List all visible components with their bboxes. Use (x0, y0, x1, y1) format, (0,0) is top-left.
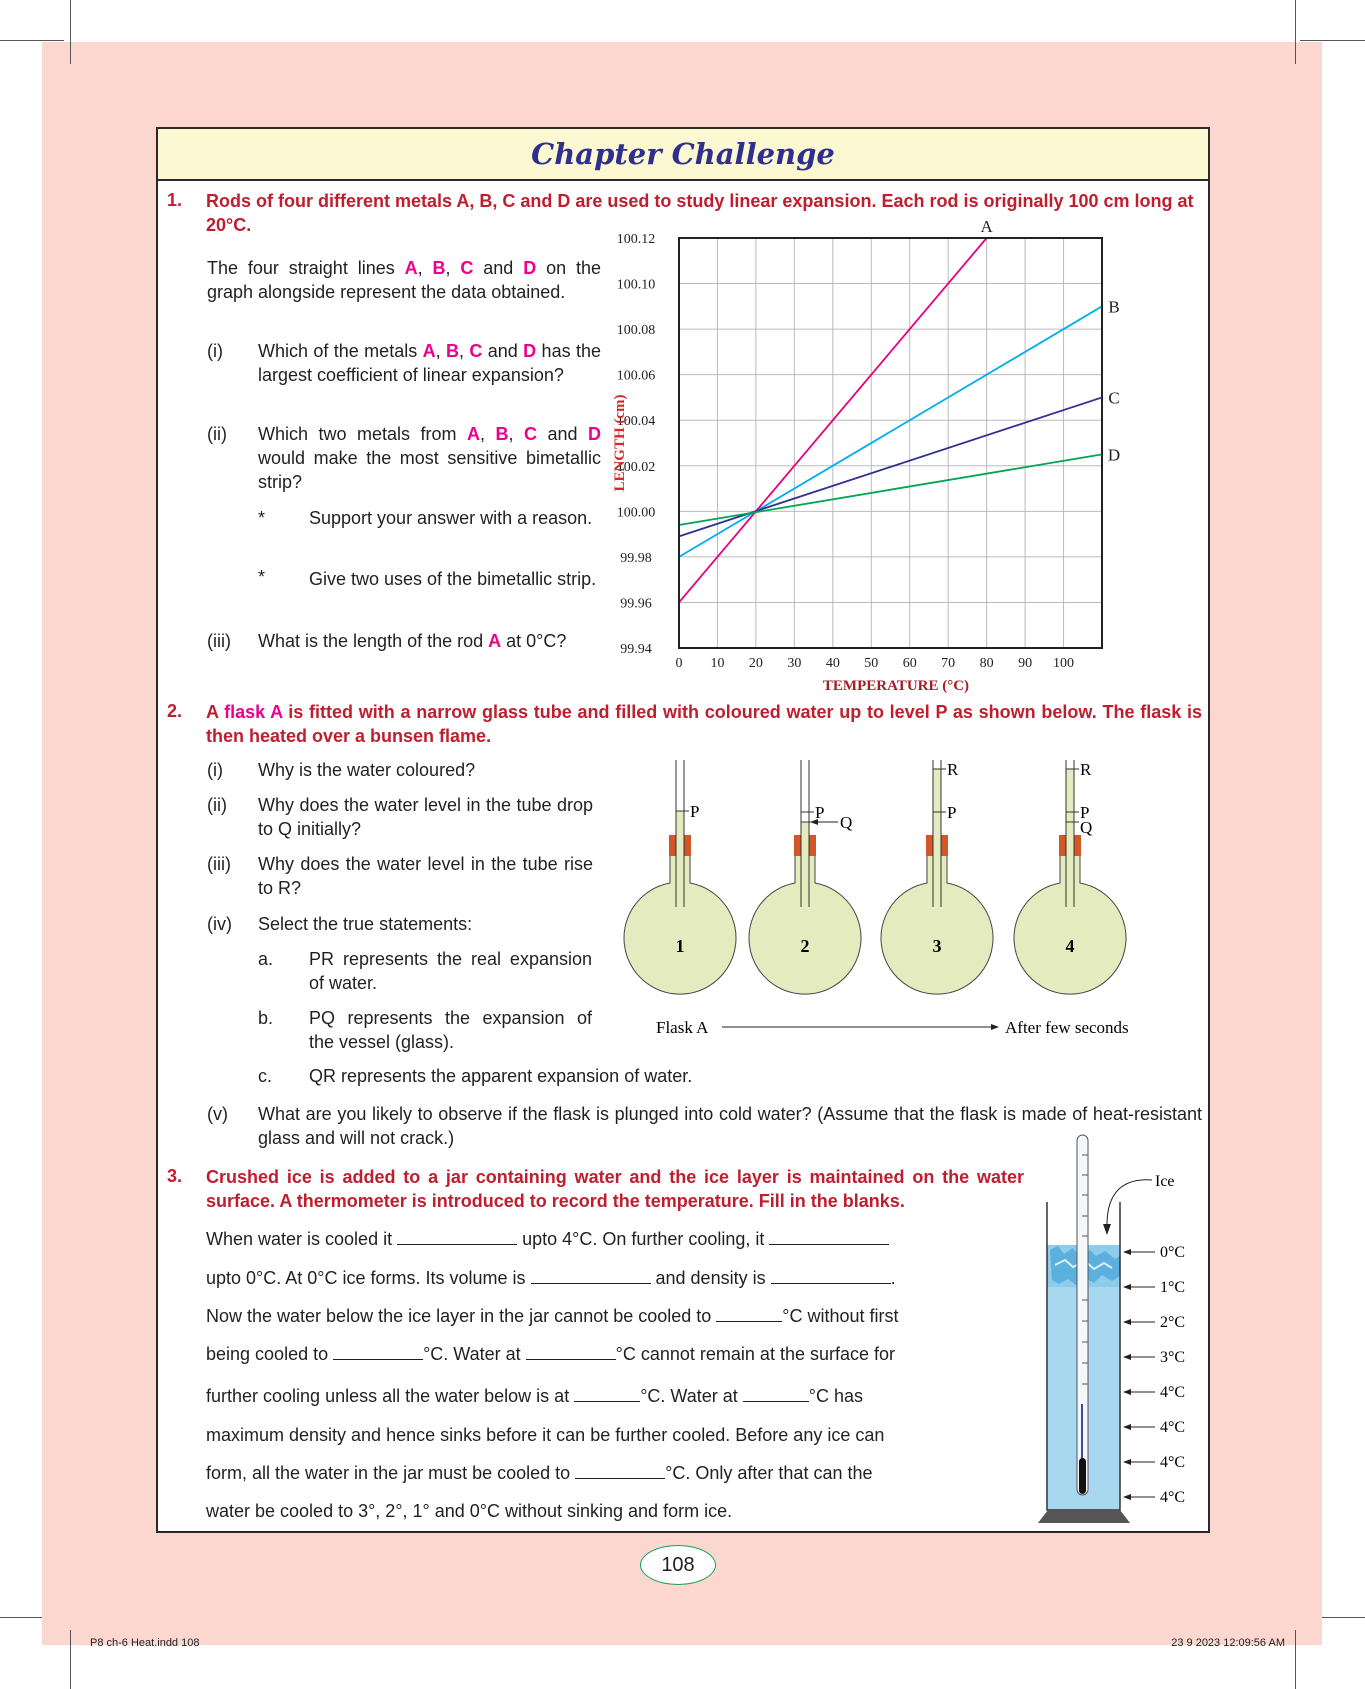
x-tick-label: 100 (1053, 656, 1075, 671)
text-segment: and (536, 424, 588, 444)
series-line-C (679, 397, 1102, 536)
crop-mark (0, 40, 64, 41)
text-segment: and (473, 258, 524, 278)
q2-v-number: (v) (207, 1104, 228, 1124)
y-tick-label: 99.96 (620, 596, 652, 612)
text-segment: , (445, 258, 461, 278)
option-letter: b. (258, 1008, 274, 1028)
text-segment: would make the most sensitive bimetallic strip? (258, 448, 601, 492)
tube-water (801, 822, 809, 840)
crop-mark (1322, 1617, 1365, 1618)
q1-intro (207, 256, 601, 304)
crop-mark (1295, 1630, 1296, 1689)
text-segment: Which of the metals (258, 341, 423, 361)
flask-body (1014, 838, 1126, 994)
temperature-label: 4°C (1160, 1489, 1186, 1506)
highlighted-label: C (469, 341, 483, 361)
text-segment: being cooled to (206, 1344, 334, 1364)
fill-in-blank (769, 1230, 889, 1245)
text-segment: Which two metals from (258, 424, 467, 444)
fill-in-blank (716, 1307, 782, 1322)
series-label: B (1108, 297, 1120, 317)
flask-number: 2 (800, 936, 810, 956)
fill-in-blank (574, 1387, 640, 1402)
y-tick-label: 100.10 (616, 277, 656, 293)
question-number: 3. (167, 1166, 183, 1186)
page-title: Chapter Challenge (531, 137, 835, 171)
text-segment: further cooling unless all the water below is at (206, 1386, 575, 1406)
text-segment: on the graph alongside represent the data obtained. (207, 258, 601, 302)
crop-mark (70, 1630, 71, 1689)
q2-item-text: Why does the water level in the tube rise to R? (258, 854, 593, 898)
q1-ii-number: (ii) (207, 424, 227, 444)
temperature-label: 2°C (1160, 1314, 1186, 1331)
option-letter: c. (258, 1066, 273, 1086)
level-label-R: R (1080, 760, 1092, 779)
q2-item-number: (ii) (207, 795, 227, 815)
y-tick-label: 99.98 (620, 550, 652, 566)
flask-body (624, 838, 736, 994)
x-tick-label: 40 (825, 656, 840, 671)
flask-number: 3 (932, 936, 942, 956)
fill-in-sentence-line (206, 1266, 896, 1290)
fill-in-sentence-line (206, 1384, 863, 1408)
x-tick-label: 80 (979, 656, 994, 671)
text-segment: , (479, 424, 496, 444)
bullet: * (258, 508, 266, 528)
x-tick-label: 70 (941, 656, 956, 671)
q2-item-number: (iii) (207, 854, 231, 874)
jar-base (1038, 1510, 1130, 1523)
q1-i-number: (i) (207, 341, 223, 361)
fill-in-sentence-line (206, 1342, 895, 1366)
crop-mark (70, 0, 71, 64)
crop-mark (0, 1617, 42, 1618)
x-tick-label: 10 (710, 656, 725, 671)
text-segment: form, all the water in the jar must be cooled to (206, 1463, 576, 1483)
fill-in-blank (526, 1345, 616, 1360)
highlighted-label: D (523, 341, 537, 361)
level-label-R: R (947, 760, 959, 779)
y-tick-label: 100.02 (616, 459, 656, 475)
fill-in-sentence-line (206, 1423, 884, 1447)
x-tick-label: 60 (902, 656, 917, 671)
text-segment: at 0°C? (501, 631, 567, 651)
text-segment: upto 0°C. At 0°C ice forms. Its volume is (206, 1268, 531, 1288)
q2-item-text: Why is the water coloured? (258, 760, 476, 780)
level-label-P: P (1080, 803, 1090, 822)
bullet: * (258, 567, 266, 587)
flask-4 (1014, 760, 1126, 994)
temperature-label: 0°C (1160, 1244, 1186, 1261)
y-axis-title: LENGTH (cm) (612, 394, 628, 492)
text-segment: When water is cooled it (206, 1229, 398, 1249)
x-tick-label: 20 (748, 656, 763, 671)
text-segment: , (417, 258, 433, 278)
highlighted-label: C (460, 258, 474, 278)
series-label: C (1108, 388, 1120, 408)
q1-ii-text (258, 422, 601, 494)
highlighted-label: B (445, 341, 459, 361)
highlighted-label: flask A (224, 702, 283, 722)
flask-diagram (620, 750, 1210, 1050)
series-line-B (679, 306, 1102, 557)
highlighted-label: A (404, 258, 418, 278)
series-label: A (980, 217, 993, 236)
flask-number: 1 (675, 936, 685, 956)
y-tick-label: 100.08 (616, 323, 656, 339)
fill-in-sentence-line (206, 1499, 732, 1523)
text-segment: maximum density and hence sinks before it can be further cooled. Before any ice can (206, 1425, 885, 1445)
temperature-label: 4°C (1160, 1384, 1186, 1401)
series-label: D (1107, 445, 1121, 465)
question-number: 2. (167, 701, 183, 721)
title-bar (158, 129, 1208, 181)
text-segment: . (890, 1268, 896, 1288)
highlighted-label: D (588, 424, 601, 444)
q1-heading: Rods of four different metals A, B, C and D are used to study linear expansion. Each rod is originally 100 cm long at 20°C. (206, 191, 1194, 235)
text-segment: is fitted with a narrow glass tube and filled with coloured water up to level P as shown below. The flask is then heated over a bunsen flame. (206, 702, 1202, 746)
series-line-D (679, 454, 1102, 525)
q2-item-text: Why does the water level in the tube drop to Q initially? (258, 795, 593, 839)
text-segment: The four straight lines (207, 258, 405, 278)
text-segment: , (435, 341, 446, 361)
level-label-P: P (947, 803, 957, 822)
text-segment: water be cooled to 3°, 2°, 1° and 0°C without sinking and form ice. (206, 1501, 733, 1521)
highlighted-label: A (488, 631, 502, 651)
fill-in-blank (771, 1269, 891, 1284)
x-tick-label: 30 (787, 656, 802, 671)
y-tick-label: 100.00 (616, 505, 656, 521)
temperature-label: 3°C (1160, 1349, 1186, 1366)
text-segment: upto 4°C. On further cooling, it (517, 1229, 770, 1249)
q2-item-number: (i) (207, 760, 223, 780)
footer-timestamp: 23 9 2023 12:09:56 AM (1171, 1637, 1285, 1649)
tube-water (933, 769, 941, 840)
q1-ii-b: Give two uses of the bimetallic strip. (309, 569, 597, 589)
flask-number: 4 (1065, 936, 1075, 956)
after-few-seconds-label: After few seconds (1005, 1018, 1129, 1037)
expansion-chart (600, 210, 1200, 700)
text-segment: and (482, 341, 524, 361)
y-tick-label: 100.06 (616, 368, 656, 384)
option-text: QR represents the apparent expansion of water. (309, 1066, 693, 1086)
level-label-Q: Q (840, 813, 853, 832)
x-tick-label: 50 (864, 656, 879, 671)
flask-body (881, 838, 993, 994)
ice-jar-diagram (1020, 1120, 1220, 1540)
tube-water (676, 811, 684, 840)
page-number: 108 (640, 1545, 716, 1585)
highlighted-label: A (466, 424, 480, 444)
ice-pointer-arrow (1107, 1180, 1152, 1228)
flask-a-label: Flask A (656, 1018, 709, 1037)
option-letter: a. (258, 949, 274, 969)
highlighted-label: B (432, 258, 446, 278)
fill-in-blank (743, 1387, 809, 1402)
text-segment: °C without first (782, 1306, 899, 1326)
q2-v-text: What are you likely to observe if the flask is plunged into cold water? (Assume that the flask is made of heat-resistant glass and will not crack.) (258, 1104, 1202, 1148)
highlighted-label: C (523, 424, 537, 444)
y-tick-label: 100.04 (616, 414, 656, 430)
level-label-P: P (690, 802, 700, 821)
x-tick-label: 90 (1018, 656, 1033, 671)
question-number: 1. (167, 190, 183, 210)
temperature-label: 1°C (1160, 1279, 1186, 1296)
text-segment: , (508, 424, 524, 444)
text-segment: °C. Water at (640, 1386, 743, 1406)
text-segment: A (206, 702, 225, 722)
q2-item-number: (iv) (207, 914, 232, 934)
tube-water (1066, 769, 1074, 840)
fill-in-blank (397, 1230, 517, 1245)
option-text: PQ represents the expansion of the vessel (glass). (309, 1008, 592, 1052)
text-segment: , (458, 341, 470, 361)
flask-3 (881, 760, 993, 994)
text-segment: Now the water below the ice layer in the jar cannot be cooled to (206, 1306, 717, 1326)
fill-in-blank (333, 1345, 423, 1360)
y-tick-label: 100.12 (616, 232, 656, 247)
crop-mark (1300, 40, 1365, 41)
highlighted-label: B (495, 424, 509, 444)
x-tick-label: 0 (675, 656, 683, 671)
text-segment: What is the length of the rod (258, 631, 489, 651)
fill-in-sentence-line (206, 1304, 899, 1328)
ice-label: Ice (1155, 1173, 1175, 1190)
level-label-Q: Q (1080, 818, 1093, 837)
flask-body (749, 838, 861, 994)
thermometer (1077, 1135, 1088, 1495)
x-axis-title: TEMPERATURE (°C) (822, 678, 970, 694)
level-label-P: P (815, 803, 825, 822)
plot-frame (679, 238, 1102, 648)
q1-ii-a: Support your answer with a reason. (309, 508, 593, 528)
highlighted-label: A (422, 341, 436, 361)
fill-in-sentence-line (206, 1227, 889, 1251)
text-segment: °C has (808, 1386, 863, 1406)
highlighted-label: D (523, 258, 537, 278)
fill-in-blank (531, 1269, 651, 1284)
flask-1 (624, 760, 736, 994)
q2-heading (206, 700, 1202, 748)
option-text: PR represents the real expansion of water. (309, 949, 592, 993)
text-segment: °C. Only after that can the (665, 1463, 873, 1483)
flask-2 (749, 760, 861, 994)
q2-item-text: Select the true statements: (258, 914, 473, 934)
y-tick-label: 99.94 (620, 642, 652, 657)
q1-iii-number: (iii) (207, 631, 231, 651)
text-segment: °C. Water at (423, 1344, 526, 1364)
temperature-label: 4°C (1160, 1454, 1186, 1471)
text-segment: has the largest coefficient of linear expansion? (258, 341, 601, 385)
q3-heading: Crushed ice is added to a jar containing water and the ice layer is maintained on the water surface. A thermometer is introduced to record the temperature. Fill in the blanks. (206, 1167, 1024, 1211)
q1-i-text (258, 339, 601, 387)
q1-iii-text (258, 629, 601, 653)
text-segment: and density is (650, 1268, 771, 1288)
text-segment: °C cannot remain at the surface for (615, 1344, 896, 1364)
temperature-label: 4°C (1160, 1419, 1186, 1436)
fill-in-sentence-line (206, 1461, 873, 1485)
crop-mark (1295, 0, 1296, 64)
footer-file-info: P8 ch-6 Heat.indd 108 (90, 1637, 200, 1649)
fill-in-blank (575, 1464, 665, 1479)
